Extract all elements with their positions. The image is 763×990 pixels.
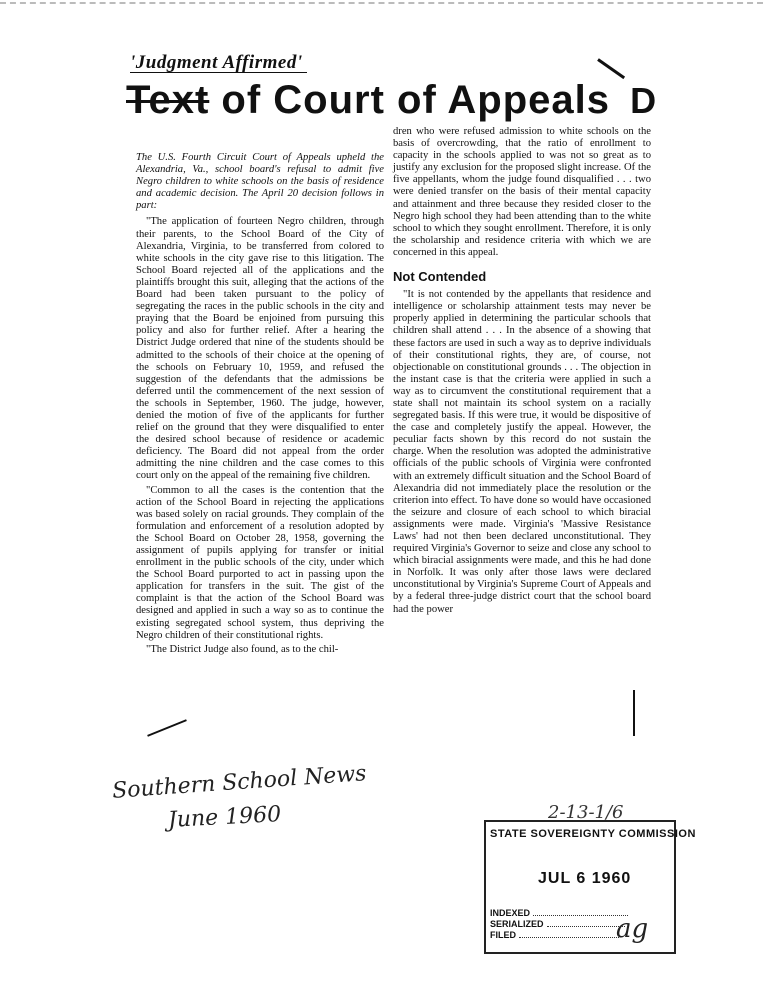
paragraph: "Common to all the cases is the contention that the action of the School Board in rejecting the applications was based solely on racial grounds. They complain of the formulation and enforcement of a resolution adopted by the School Board on October 28, 1958, governing the assignment of pupils applying for transfer or initial enrollment in the public schools of the city, under which the School Board purported to act in passing upon the application for transfers in the suit. The gist of the complaint is that the action of the School Board was designed and applied in such a way so as to continue the existing segregated school system, thus depriving the Negro children of their constitutional rights. bbox=[136, 484, 384, 641]
handwritten-source: Southern School News bbox=[111, 761, 368, 804]
commission-stamp bbox=[484, 820, 696, 954]
headline-kicker: 'Judgment Affirmed' bbox=[130, 52, 303, 73]
handwritten-initials: ag bbox=[616, 914, 649, 944]
pen-mark bbox=[597, 58, 625, 79]
page-headline bbox=[126, 78, 657, 123]
article-intro: The U.S. Fourth Circuit Court of Appeals upheld the Alexandria, Va., school board's refusal to admit five Negro children to white schools on the basis of residence and academic decision. The April 20 decision follows in part: bbox=[136, 152, 384, 212]
paragraph: "It is not contended by the appellants that residence and intelligence or scholarship attainment tests may never be properly applied in determining the particular schools that children shall attend . . . In the absence of a showing that these factors are used in such a way as to deprive individuals of their constitutional rights, they are, of course, not objectionable on constitutional grounds . . . The objection in the instant case is that the criteria were applied in such a way as to circumvent the constitutional requirement that a state shall not maintain its school system on a racially segregated basis. If this were true, it would be dispositive of the case and completely justify the appeal. However, the peculiar facts shown by this record do not sustain the charge. When the resolution was adopted the administrative officials of the public schools of Virginia were confronted with an extremely difficult situation and the School Board of Alexandria did not immediately place the resolution or the criterion into effect. To have done so would have occasioned the seizure and closure of each school to which biracial assignments were made. Virginia's 'Massive Resistance Laws' had not then been declared unconstitutional. They required Virginia's Governor to seize and close any school to which biracial assignments were made, and this he had done in Norfolk. It was only after those laws were declared unconstitutional by Virginia's Supreme Court of Appeals and by a federal three-judge district court that the school board had the power bbox=[393, 289, 651, 615]
paragraph: dren who were refused admission to white schools on the basis of overcrowding, that the ratio of enrollment to capacity in the schools applied to was not so great as to justify any exclusion for the proposed slight increase. Of the five appellants, whom the judge found disqualified . . . two were denied transfer on the basis of their mental capacity and attainment and three because they resided closer to the Negro high school they had been attending than to the white school to which they sought enrollment. Therefore, it is only the scholarship and residence criteria with which we are concerned in this appeal. bbox=[393, 126, 651, 258]
headline-main: of Court of Appeals bbox=[221, 78, 611, 122]
stamp-title: STATE SOVEREIGNTY COMMISSION bbox=[490, 828, 696, 840]
stamp-row: INDEXED bbox=[490, 908, 628, 918]
stamp-row: SERIALIZED bbox=[490, 919, 625, 929]
struck-word: Text bbox=[126, 78, 210, 122]
paragraph: "The application of fourteen Negro children, through their parents, to the School Board of the City of Alexandria, Virginia, to be transferred from colored to white schools in the city gave rise to this litigation. The School Board rejected all of the applications and the plaintiffs brought this suit, alleging that the actions of the Board had been taken pursuant to the policy of segregating the races in the public schools in the city and praying that the Board be enjoined from pursuing this policy and also for further relief. After a hearing the District Judge ordered that nine of the students should be admitted to the schools of their choice at the opening of the schools on February 10, 1959, and refused the suggestion of the defendants that the admissions be deferred until the commencement of the next session of the schools in September, 1960. The judge, however, denied the motion of five of the applicants for further relief on the ground that they were disqualified to enter the desired school because of residence or academic deficiency. The Board did not appeal from the order admitting the nine children and the case comes to this court only on the appeal of the remaining five children. bbox=[136, 216, 384, 482]
handwritten-date: June 1960 bbox=[167, 802, 282, 833]
pen-mark bbox=[633, 690, 635, 736]
paragraph: "The District Judge also found, as to the chil- bbox=[146, 643, 339, 655]
column-left bbox=[136, 152, 384, 656]
page-top-border bbox=[0, 2, 763, 4]
section-subhead: Not Contended bbox=[393, 269, 487, 285]
headline-tail: D bbox=[630, 80, 658, 121]
pen-mark bbox=[147, 719, 187, 737]
column-right bbox=[393, 126, 651, 616]
stamp-date: JUL 6 1960 bbox=[538, 870, 632, 887]
stamp-row: FILED bbox=[490, 930, 619, 940]
handwritten-file-number: 2-13-1/6 bbox=[548, 802, 624, 823]
